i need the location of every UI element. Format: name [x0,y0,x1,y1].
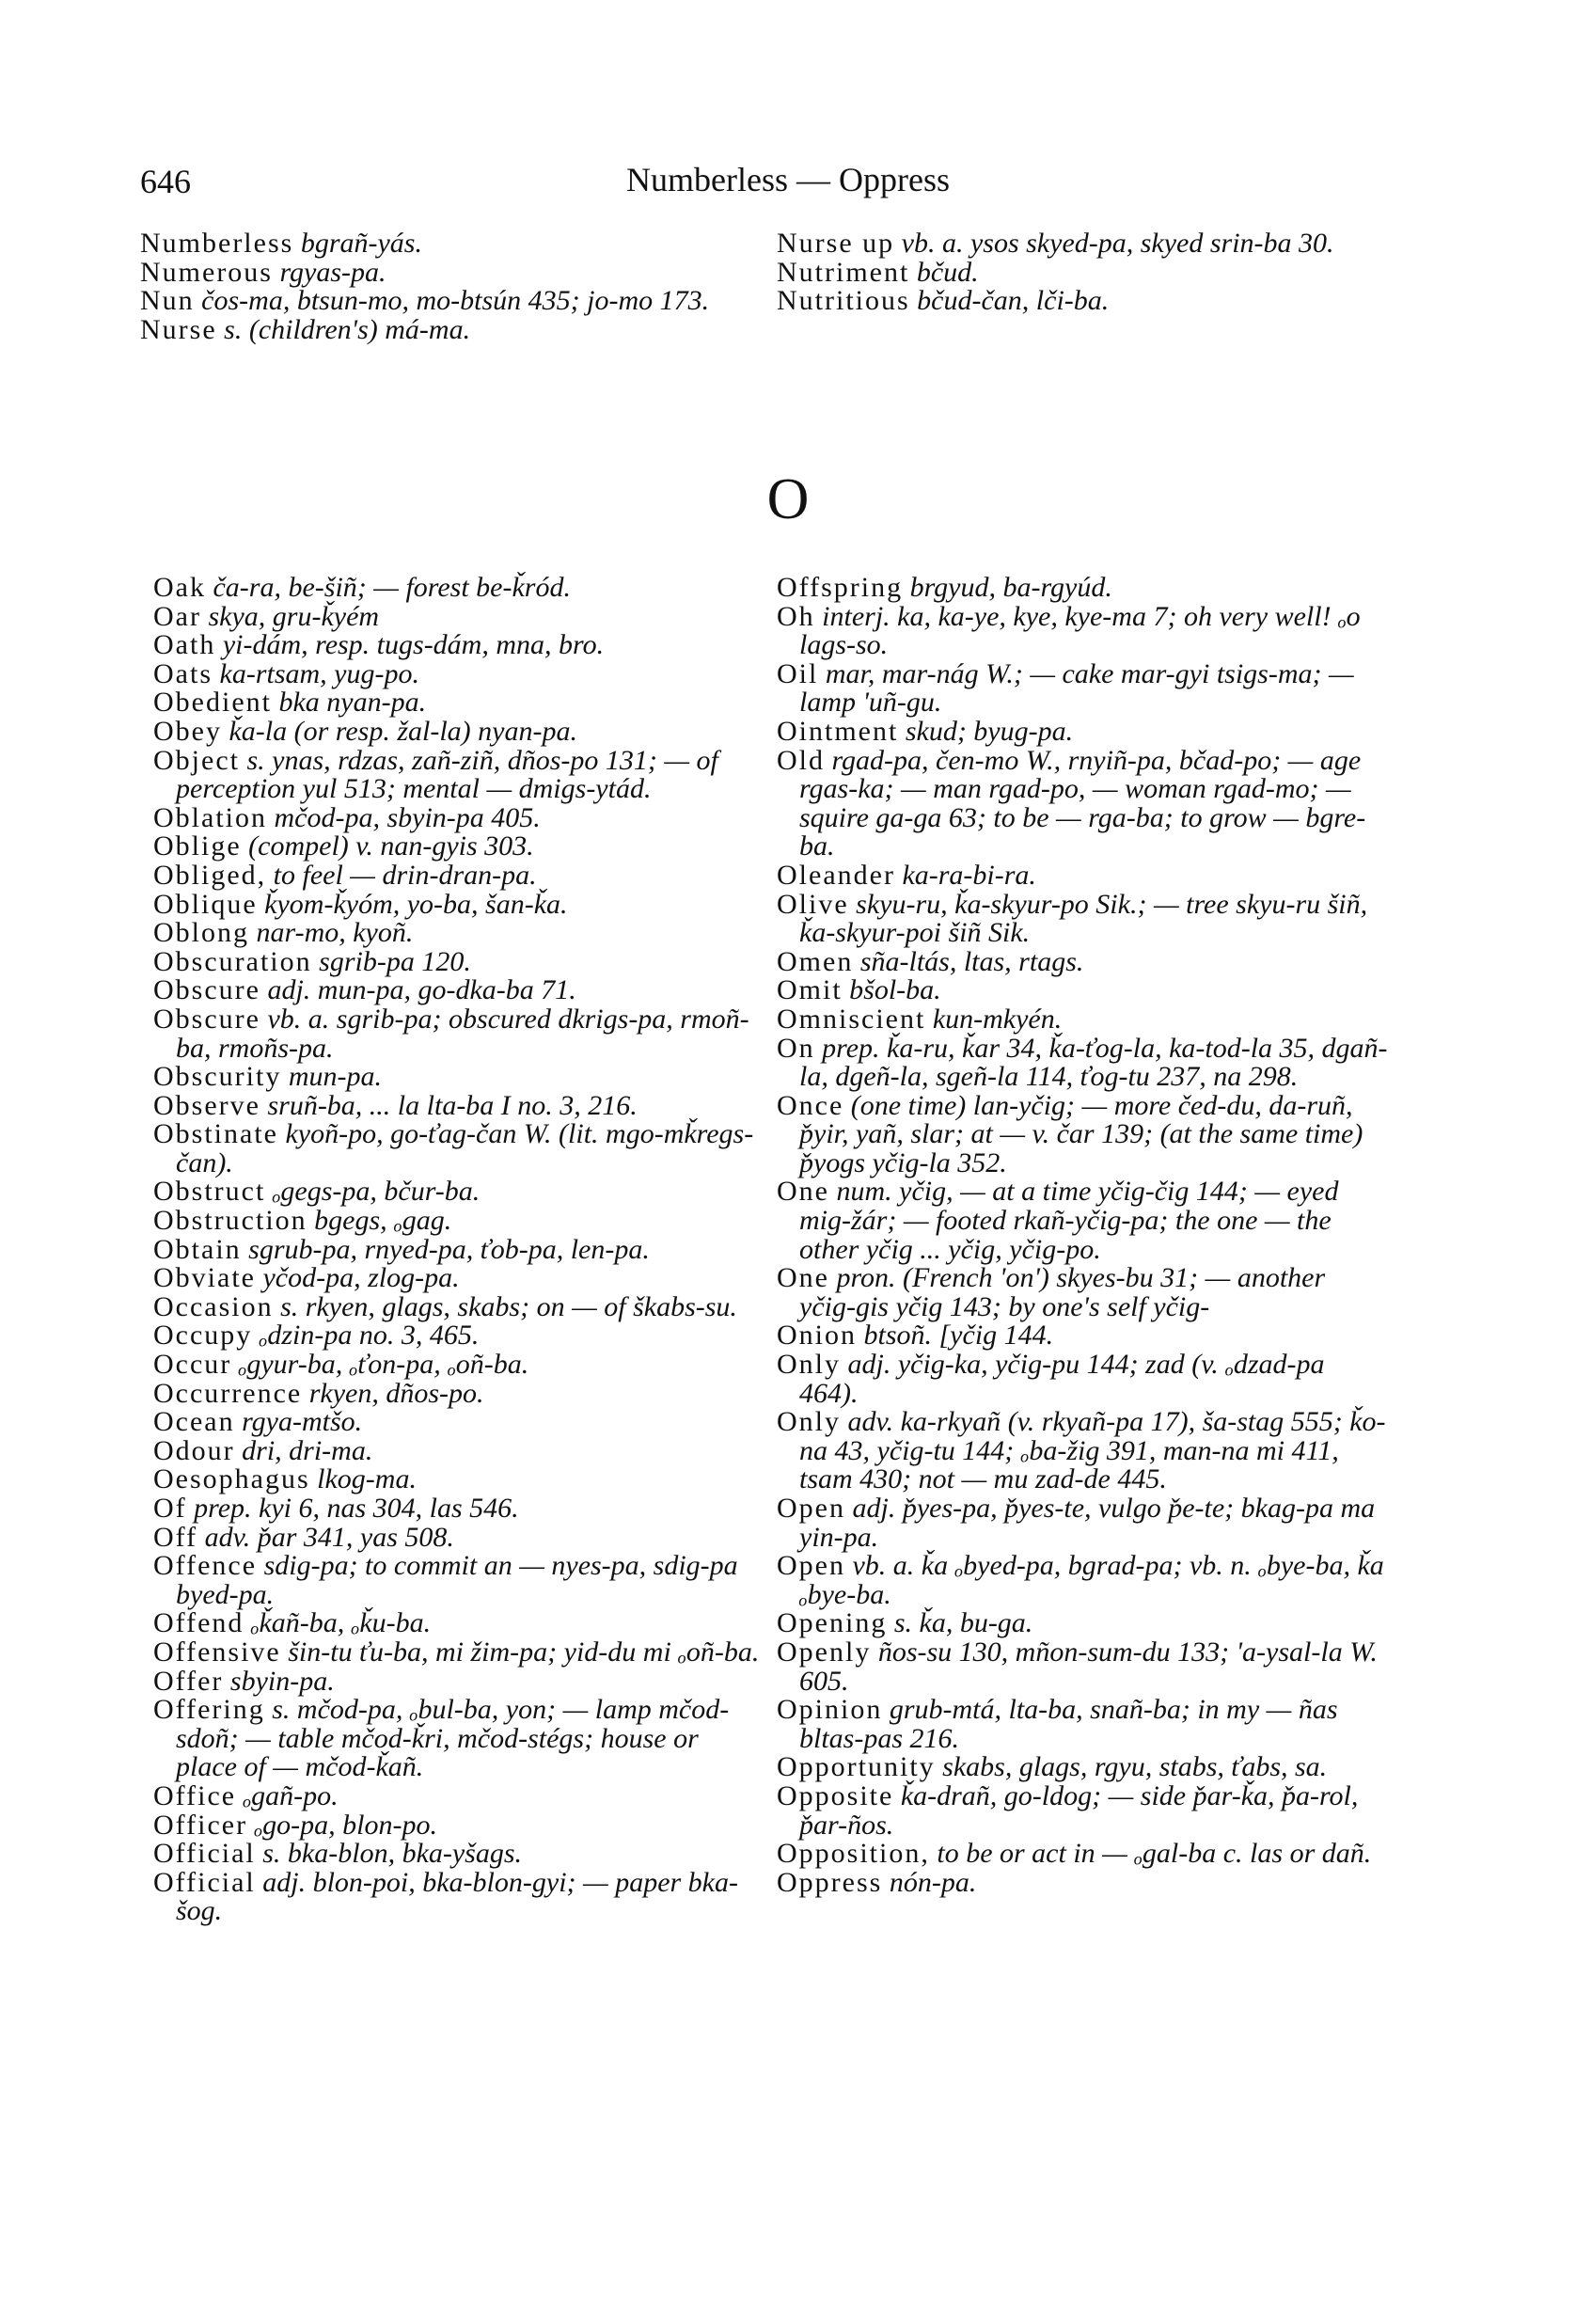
dictionary-entry [777,600,1388,661]
entry-body: grub-mtá, lta-ba, snañ-ba; in my — ñas bltas-pas 216. [799,1694,1338,1754]
entry-body: bčud-čan, lči-ba. [917,285,1110,317]
entry-body: num. yčig, — at a time yčig-čig 144; — eyed mig-žár; — footed rkañ-yčig-pa; the one — the other yčig ... yčig, yčig-po. [799,1176,1339,1265]
entry-body: s. (children's) má-ma. [224,313,471,345]
dictionary-entry [153,1377,764,1409]
dictionary-entry [153,744,764,805]
entry-body: vb. a. sgrib-pa; obscured dkrigs-pa, rmoñ-ba, rmoñs-pa. [176,1003,749,1064]
dictionary-entry [777,1178,1388,1264]
entry-headword: Nun [140,285,195,317]
entry-body: ños-su 130, mñon-sum-du 133; 'a-ysal-la W. 605. [799,1636,1378,1697]
entry-body: ₒgañ-po. [243,1779,339,1811]
dictionary-entry [153,1120,764,1178]
entry-headword: Obviate [153,1262,256,1294]
entry-body: bšol-ba. [849,974,941,1006]
entry-headword: Obscure [153,1003,260,1035]
entry-headword: Oesophagus [153,1463,310,1495]
entry-body: rgya-mtšo. [242,1406,363,1438]
dictionary-entry [153,801,764,833]
entry-body: rgad-pa, čen-mo W., rnyiñ-pa, bčad-po; — age rgas-ka; — man rgad-po, — woman rgad-mo; — squire ga-ga 63; to be — rga-ba; to grow — bgre-ba. [799,744,1366,862]
dictionary-entry [140,256,751,288]
entry-headword: Offering [153,1694,265,1726]
entry-headword: Odour [153,1434,235,1466]
entry-headword: Nurse [140,313,217,345]
entry-headword: Opening [777,1607,888,1639]
entry-body: sña-ltás, ltas, rtags. [859,945,1084,977]
entry-headword: Offend [153,1607,244,1639]
entry-body: yi-dám, resp. tugs-dám, mna, bro. [222,629,605,661]
entry-headword: Nurse up [777,228,895,259]
entry-headword: Oblique [153,888,258,920]
entry-headword: Occur [153,1349,232,1381]
entry-headword: One [777,1262,829,1294]
entry-headword: Offer [153,1665,224,1697]
dictionary-entry [777,1089,1388,1178]
dictionary-entry [777,1351,1388,1408]
entry-body: btsoñ. [yčig 144. [863,1320,1054,1352]
dictionary-entry [153,945,764,977]
entry-body: (compel) v. nan-gyis 303. [248,830,534,862]
dictionary-entry [153,1233,764,1265]
entry-headword: Open [777,1550,845,1582]
dictionary-entry [777,256,1388,288]
top-left-column [140,229,751,344]
entry-body: ₒgegs-pa, bčur-ba. [272,1176,481,1208]
entry-body: bka nyan-pa. [278,687,427,719]
entry-headword: Offspring [777,572,904,603]
dictionary-entry [777,229,1388,259]
dictionary-entry [777,1609,1388,1638]
dictionary-entry [777,1552,1388,1609]
entry-headword: Observe [153,1089,260,1121]
entry-headword: Obey [153,715,222,747]
entry-body: lkog-ma. [317,1463,417,1495]
dictionary-entry [777,744,1388,862]
entry-headword: Officer [153,1809,248,1841]
page-number: 646 [140,163,191,200]
dictionary-entry [777,1866,1388,1898]
dictionary-entry [153,574,764,603]
entry-headword: Oats [153,657,213,689]
dictionary-entry [777,1005,1388,1035]
entry-headword: On [777,1032,815,1064]
entry-body: kyoñ-po, go-ťag-čan W. (lit. mgo-mǩregs-čan). [176,1118,754,1178]
dictionary-entry [140,229,751,259]
entry-body: s. ynas, rdzas, zañ-ziñ, dños-po 131; — of perception yul 513; mental — dmigs-ytád. [176,744,718,805]
section-letter: O [766,467,810,531]
entry-headword: Openly [777,1636,872,1668]
dictionary-entry [153,1665,764,1697]
entry-headword: Obstruct [153,1176,266,1208]
entry-body: bgegs, ₒgag. [314,1205,452,1237]
entry-headword: Nutritious [777,285,910,317]
entry-headword: Obscure [153,974,260,1006]
entry-body: ǩa-la (or resp. žal-la) nyan-pa. [229,715,577,747]
entry-body: mun-pa. [288,1061,382,1093]
dictionary-entry [153,1408,764,1437]
dictionary-entry [153,1811,764,1841]
dictionary-entry [777,1753,1388,1782]
entry-headword: Obstruction [153,1205,307,1237]
entry-headword: Omniscient [777,1003,926,1035]
entry-body: skyu-ru, ǩa-skyur-po Sik.; — tree skyu-ru šiñ, ǩa-skyur-poi šiñ Sik. [799,888,1368,949]
entry-body: adj. blon-poi, bka-blon-gyi; — paper bka-šog. [176,1866,738,1927]
entry-headword: Only [777,1349,841,1381]
entry-body: dri, dri-ma. [242,1434,373,1466]
entry-headword: Opposite [777,1779,894,1811]
entry-body: adv. p̌ar 341, yas 508. [204,1521,454,1553]
dictionary-entry [777,859,1388,891]
entry-body: ₒǩañ-ba, ₒǩu-ba. [250,1607,432,1639]
running-head: Numberless — Oppress [626,161,950,198]
dictionary-entry [153,657,764,689]
dictionary-entry [777,574,1388,603]
dictionary-entry [777,1638,1388,1696]
left-entries-column [153,574,764,1926]
entry-headword: Obscurity [153,1061,282,1093]
dictionary-entry [153,1264,764,1293]
entry-body: ka-ra-bi-ra. [902,859,1036,891]
dictionary-entry [153,1178,764,1207]
dictionary-entry [777,1032,1388,1093]
entry-body: mar, mar-nág W.; — cake mar-gyi tsigs-ma; — lamp 'uñ-gu. [799,657,1354,719]
entry-headword: Olive [777,888,849,920]
entry-body: kun-mkyén. [932,1003,1063,1035]
dictionary-entry [777,287,1388,316]
dictionary-entry [153,1005,764,1063]
dictionary-entry [153,600,764,632]
dictionary-entry [153,1521,764,1553]
dictionary-entry [777,1321,1388,1351]
entry-headword: Official [153,1838,256,1870]
entry-body: ₒgyur-ba, ₒťon-pa, ₒoñ-ba. [238,1349,529,1381]
dictionary-entry [153,1351,764,1380]
entry-body: ka-rtsam, yug-po. [219,657,419,689]
dictionary-entry [777,715,1388,747]
entry-headword: Obscuration [153,945,312,977]
dictionary-entry [153,1779,764,1811]
entry-headword: One [777,1176,829,1208]
dictionary-entry [153,1638,764,1668]
entry-body: sgrib-pa 120. [319,945,471,977]
entry-body: s. bka-blon, bka-yšags. [262,1838,523,1870]
entry-body: nón-pa. [889,1866,977,1898]
entry-headword: Numerous [140,256,273,288]
entry-body: ₒdzin-pa no. 3, 465. [259,1320,480,1352]
entry-headword: Obliged, [153,859,267,891]
dictionary-entry [777,1779,1388,1841]
entry-body: skud; byug-pa. [905,715,1074,747]
dictionary-entry [153,1321,764,1351]
entry-body: sgrub-pa, rnyed-pa, ťob-pa, len-pa. [248,1233,650,1265]
entry-body: (one time) lan-yčig; — more čed-du, da-ruñ, p̌yir, yañ, slar; at — v. čar 139; (at the same time) p̌yogs yčig-la 352. [799,1089,1363,1178]
entry-body: to be or act in — ₒgal-ba c. las or dañ. [937,1838,1372,1870]
dictionary-entry [777,1264,1388,1321]
entry-body: šin-tu ťu-ba, mi žim-pa; yid-du mi ₒoñ-ba. [288,1636,760,1668]
entry-body: sdig-pa; to commit an — nyes-pa, sdig-pa byed-pa. [176,1550,738,1610]
entry-body: skya, gru-ǩyém [208,600,380,632]
dictionary-entry [153,1465,764,1494]
entry-body: sbyin-pa. [229,1665,335,1697]
entry-body: brgyud, ba-rgyúd. [909,572,1112,603]
entry-headword: Once [777,1089,844,1121]
entry-headword: Of [153,1493,187,1524]
entry-body: vb. a. ǩa ₒbyed-pa, bgrad-pa; vb. n. ₒbye-ba, ǩa ₒbye-ba. [799,1550,1384,1610]
entry-headword: Omen [777,945,854,977]
entry-body: adj. yčig-ka, yčig-pu 144; zad (v. ₒdzad-pa 464). [799,1349,1325,1409]
entry-body: prep. kyi 6, nas 304, las 546. [194,1493,519,1524]
dictionary-entry [777,1408,1388,1494]
entry-headword: Oblige [153,830,242,862]
dictionary-entry [777,945,1388,977]
entry-headword: Open [777,1493,845,1524]
entry-headword: Oppress [777,1866,883,1898]
entry-headword: Occupy [153,1320,253,1352]
entry-headword: Onion [777,1320,857,1352]
entry-headword: Oleander [777,859,895,891]
dictionary-entry [153,1840,764,1869]
entry-body: ǩyom-ǩyóm, yo-ba, šan-ǩa. [264,888,568,920]
entry-headword: Obstinate [153,1118,278,1150]
entry-headword: Offence [153,1550,258,1582]
dictionary-entry [153,1207,764,1236]
entry-headword: Offensive [153,1636,281,1668]
entry-headword: Occurrence [153,1377,303,1409]
dictionary-entry [153,976,764,1005]
dictionary-entry [153,1609,764,1638]
entry-headword: Oh [777,600,815,632]
entry-body: bčud. [916,256,979,288]
entry-body: skabs, glags, rgyu, stabs, ťabs, sa. [942,1751,1328,1783]
dictionary-entry [153,631,764,660]
entry-headword: Opinion [777,1694,883,1726]
entry-headword: Opposition, [777,1838,930,1870]
dictionary-entry [153,1552,764,1609]
entry-headword: Omit [777,974,843,1006]
entry-body: adv. ka-rkyañ (v. rkyañ-pa 17), ša-stag 555; ǩo-na 43, yčig-tu 144; ₒba-žig 391, man-na mi 411, tsam 430; not — mu zad-de 445. [799,1406,1386,1495]
right-entries-column [777,574,1388,1897]
entry-body: to feel — drin-dran-pa. [273,859,537,891]
entry-body: mčod-pa, sbyin-pa 405. [274,801,541,833]
entry-headword: Ocean [153,1406,235,1438]
entry-headword: Official [153,1866,256,1898]
entry-body: sruñ-ba, ... la lta-ba I no. 3, 216. [267,1089,638,1121]
entry-headword: Oath [153,629,216,661]
dictionary-entry [153,1063,764,1092]
entry-body: bgrañ-yás. [300,228,422,259]
entry-body: interj. ka, ka-ye, kye, kye-ma 7; oh very well! ₒo lags-so. [799,600,1361,661]
dictionary-entry [140,287,751,316]
dictionary-entry [153,688,764,718]
entry-headword: Nutriment [777,256,910,288]
dictionary-entry [140,313,751,345]
entry-headword: Numberless [140,228,294,259]
entry-body: ₒgo-pa, blon-po. [254,1809,437,1841]
dictionary-entry [777,1494,1388,1552]
dictionary-entry [153,832,764,862]
dictionary-entry [777,1696,1388,1753]
entry-headword: Oak [153,572,206,603]
entry-headword: Oil [777,657,819,689]
entry-body: čos-ma, btsun-mo, mo-btsún 435; jo-mo 173. [201,285,710,317]
dictionary-entry [777,1840,1388,1869]
dictionary-entry [153,859,764,891]
entry-headword: Oblation [153,801,267,833]
entry-headword: Opportunity [777,1751,936,1783]
dictionary-entry [153,1434,764,1466]
dictionary-entry [777,888,1388,949]
entry-headword: Occasion [153,1290,274,1322]
entry-body: s. rkyen, glags, skabs; on — of škabs-su. [280,1290,737,1322]
entry-headword: Ointment [777,715,899,747]
dictionary-entry [153,1290,764,1322]
entry-body: s. mčod-pa, ₒbul-ba, yon; — lamp mčod-sdoñ; — table mčod-ǩri, mčod-stégs; house or place of — mčod-ǩañ. [176,1694,730,1783]
entry-headword: Obedient [153,687,272,719]
entry-body: prep. ǩa-ru, ǩar 34, ǩa-ťog-la, ka-tod-la 35, dgañ-la, dgeñ-la, sgeñ-la 114, ťog-tu 237, na 298. [799,1032,1388,1093]
entry-headword: Old [777,744,825,776]
dictionary-entry [153,715,764,747]
entry-headword: Off [153,1521,198,1553]
entry-body: ča-ra, be-šiñ; — forest be-ǩród. [213,572,571,603]
entry-headword: Object [153,744,240,776]
entry-body: yčod-pa, zlog-pa. [262,1262,460,1294]
entry-body: pron. (French 'on') skyes-bu 31; — another yčig-gis yčig 143; by one's self yčig- [799,1262,1326,1322]
dictionary-entry [153,1866,764,1927]
entry-headword: Only [777,1406,841,1438]
dictionary-entry [153,888,764,920]
entry-body: adj. mun-pa, go-dka-ba 71. [267,974,576,1006]
dictionary-entry [153,1494,764,1524]
entry-body: vb. a. ysos skyed-pa, skyed srin-ba 30. [901,228,1334,259]
entry-body: ǩa-drañ, go-ldog; — side p̌ar-ǩa, p̌a-rol, p̌ar-ños. [799,1779,1359,1841]
entry-body: rgyas-pa. [279,256,386,288]
entry-body: rkyen, dños-po. [308,1377,484,1409]
dictionary-entry [153,1696,764,1782]
dictionary-entry [153,1089,764,1121]
entry-body: adj. p̌yes-pa, p̌yes-te, vulgo p̌e-te; bkag-pa ma yin-pa. [799,1493,1376,1553]
entry-headword: Oblong [153,917,249,949]
entry-headword: Oar [153,600,201,632]
top-right-column [777,229,1388,316]
entry-headword: Obtain [153,1233,242,1265]
dictionary-entry [153,919,764,948]
dictionary-entry [777,657,1388,719]
dictionary-entry [777,976,1388,1005]
entry-headword: Office [153,1779,237,1811]
entry-body: s. ǩa, bu-ga. [893,1607,1033,1639]
entry-body: nar-mo, kyoñ. [256,917,414,949]
